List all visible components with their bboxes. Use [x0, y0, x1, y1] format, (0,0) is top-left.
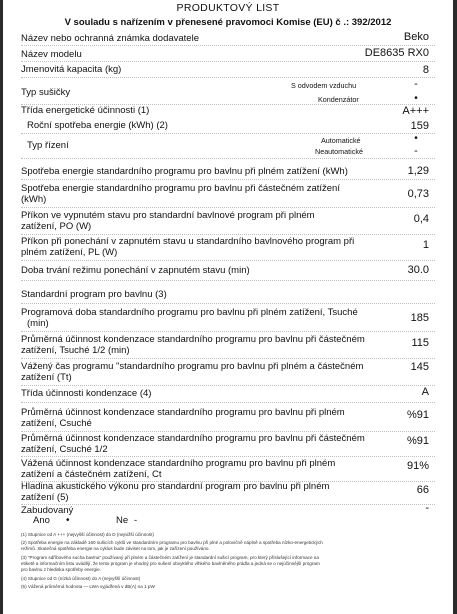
divider [21, 207, 435, 208]
divider [21, 456, 435, 457]
partial-program-time-label-1: Průměrná účinnost kondenzace standardního programu pro bavlnu při částečném [21, 334, 365, 345]
condensation-partial-value: %91 [406, 435, 429, 447]
left-on-duration-value: 30.0 [407, 264, 429, 276]
control-automatic-label: Automatické [321, 136, 361, 145]
condensation-weighted-label-2: zatížení a částečném zatížení, Ct [21, 469, 162, 480]
energy-partial-load-value: 0,73 [407, 188, 429, 200]
annual-energy-value: 159 [410, 120, 429, 132]
built-in-no-label: Ne [116, 515, 129, 526]
footnote-3c: pro bavlnu z hlediska spotřeby energie. [21, 567, 101, 572]
left-on-power-label-1: Příkon při ponechání v zapnutém stavu u standardního bavlnového program při [21, 236, 355, 247]
weighted-time-label-2: zatížení (Tt) [21, 372, 72, 383]
energy-partial-load-label-2: (kWh) [21, 194, 47, 205]
dryer-type-vented-label: S odvodem vzduchu [291, 81, 357, 90]
condensation-full-value: %91 [406, 409, 429, 421]
control-type-label: Typ řízení [27, 140, 69, 151]
left-on-duration-label: Doba trvání režimu ponechání v zapnutém stavu (min) [21, 265, 250, 276]
footnote-2a: (2) Spotřeba energie na základě 160 sušicích cyklů ve standardním programu pro bavlnu při plné a polovičně náplně a spotřeba nízko-energetických [21, 540, 323, 545]
noise-level-value: 66 [416, 484, 429, 496]
energy-full-load-label: Spotřeba energie standardního programu pro bavlnu při plném zatížení (kWh) [21, 166, 348, 177]
built-in-no-mark: - [134, 515, 138, 526]
partial-program-time-value: 115 [411, 337, 429, 349]
capacity-label: Jmenovitá kapacita (kg) [21, 64, 122, 75]
control-manual-mark: - [414, 145, 418, 157]
partial-program-time-label-2: zatížení, Tsuché 1/2 (min) [21, 345, 130, 356]
noise-level-label-1: Hladina akustického výkonu pro standardní program pro bavlnu při plném [21, 481, 330, 492]
model-value: DE8635 RX0 [364, 47, 429, 59]
energy-class-label: Třída energetické účinnosti (1) [21, 105, 150, 116]
brand-label: Název nebo ochranná známka dodavatele [21, 33, 199, 44]
footnote-3a: (3) "Program sdříbového sucha bavlna" používaný při plném a částečném zatížení je standardní sušicí program, pro který příslušející informace na [21, 555, 319, 560]
condensation-partial-label-1: Průměrná účinnost kondenzace standardního programu pro bavlnu při částečném [21, 433, 365, 444]
condensation-weighted-value: 91% [406, 460, 429, 472]
energy-partial-load-label-1: Spotřeba energie standardního programu pro bavlnu při částečném zatížení [21, 183, 340, 194]
noise-level-label-2: zatížení (5) [21, 492, 69, 503]
control-automatic-mark: • [414, 133, 418, 144]
divider [21, 504, 435, 505]
divider [21, 331, 435, 332]
footnote-4: (4) Stupnice od G (nízká účinnost) do A (nejvyšší účinnost) [21, 576, 141, 581]
sheet-title: PRODUKTOVÝ LIST [176, 2, 280, 14]
condensation-full-label-2: zatížení, Csuché [21, 418, 92, 429]
divider [21, 260, 435, 261]
divider [21, 385, 435, 386]
dryer-type-condenser-label: Kondenzátor [318, 95, 359, 104]
off-mode-power-label-1: Příkon ve vypnutém stavu pro standardní bavlnové program při plném [21, 210, 315, 221]
built-in-yes-mark: • [66, 515, 70, 526]
divider [21, 303, 435, 304]
divider [21, 280, 435, 281]
divider [21, 234, 435, 235]
footnote-1: (1) Stupnice od A +++ (nejvyšší účinnost) do D (nejnižší účinnost) [21, 532, 154, 537]
regulation-subtitle: V souladu s nařízením v přenesené pravomoci Komise (EU) č .: 392/2012 [64, 17, 392, 28]
condensation-class-value: A [421, 386, 429, 398]
annual-energy-label: Roční spotřeba energie (kWh) (2) [27, 120, 168, 131]
energy-class-value: A+++ [402, 105, 429, 117]
weighted-time-value: 145 [410, 361, 429, 373]
model-label: Název modelu [21, 49, 82, 60]
standard-program-label: Standardní program pro bavlnu (3) [21, 289, 167, 300]
weighted-time-label-1: Vážený čas programu "standardního programu pro bavlnu při plném a částečném [21, 361, 364, 372]
divider [21, 133, 435, 134]
condensation-full-label-1: Průměrná účinnost kondenzace standardního programu pro bavlnu při plném [21, 407, 345, 418]
capacity-value: 8 [422, 64, 429, 76]
divider [21, 61, 435, 62]
off-mode-power-label-2: zatížení, PO (W) [21, 221, 92, 232]
footnote-5: (5) Vážená průměrná hodnota — LWA vyjádřená v dB(A) na 1 pW [21, 584, 155, 589]
dryer-type-condenser-mark: • [414, 93, 418, 104]
divider [21, 179, 435, 180]
dryer-type-vented-mark: - [414, 78, 418, 90]
condensation-partial-label-2: zatížení, Csuché 1/2 [21, 444, 108, 455]
divider [21, 358, 435, 359]
built-in-yes-label: Ano [33, 515, 50, 526]
off-mode-power-value: 0,4 [413, 213, 429, 225]
footnote-2b: režimů. Skutečná spotřeba energie na cyklus bude záviset na tom, jak je zařízení používáno. [21, 546, 210, 551]
divider [21, 431, 435, 432]
program-duration-label-2: (min) [27, 318, 49, 329]
left-on-power-label-2: plném zatížení, PL (W) [21, 247, 118, 258]
divider [21, 158, 435, 159]
brand-value: Beko [403, 31, 429, 43]
divider [21, 402, 435, 403]
program-duration-value: 185 [410, 312, 429, 324]
product-sheet [3, 0, 453, 614]
divider [21, 77, 435, 78]
built-in-label: Zabudovaný [21, 505, 74, 516]
left-on-power-value: 1 [422, 239, 429, 251]
built-in-value: - [425, 502, 429, 514]
program-duration-label-1: Programová doba standardního programu pro bavlnu při plném zatížení, Tsuché [21, 307, 358, 318]
control-manual-label: Neautomatické [315, 147, 363, 156]
footnote-3b: etiketě a informačním listu uvádějí, že tento program je vhodný pro sušení obvyklého vlhkého bavlněného prádla a jedná se o nejúčinnější program [21, 561, 320, 566]
condensation-weighted-label-1: Vážená účinnost kondenzace standardního programu pro bavlnu při plném [21, 458, 336, 469]
energy-full-load-value: 1,29 [407, 165, 429, 177]
condensation-class-label: Třída účinnosti kondenzace (4) [21, 388, 152, 399]
divider [21, 45, 435, 46]
dryer-type-label: Typ sušičky [21, 87, 71, 98]
